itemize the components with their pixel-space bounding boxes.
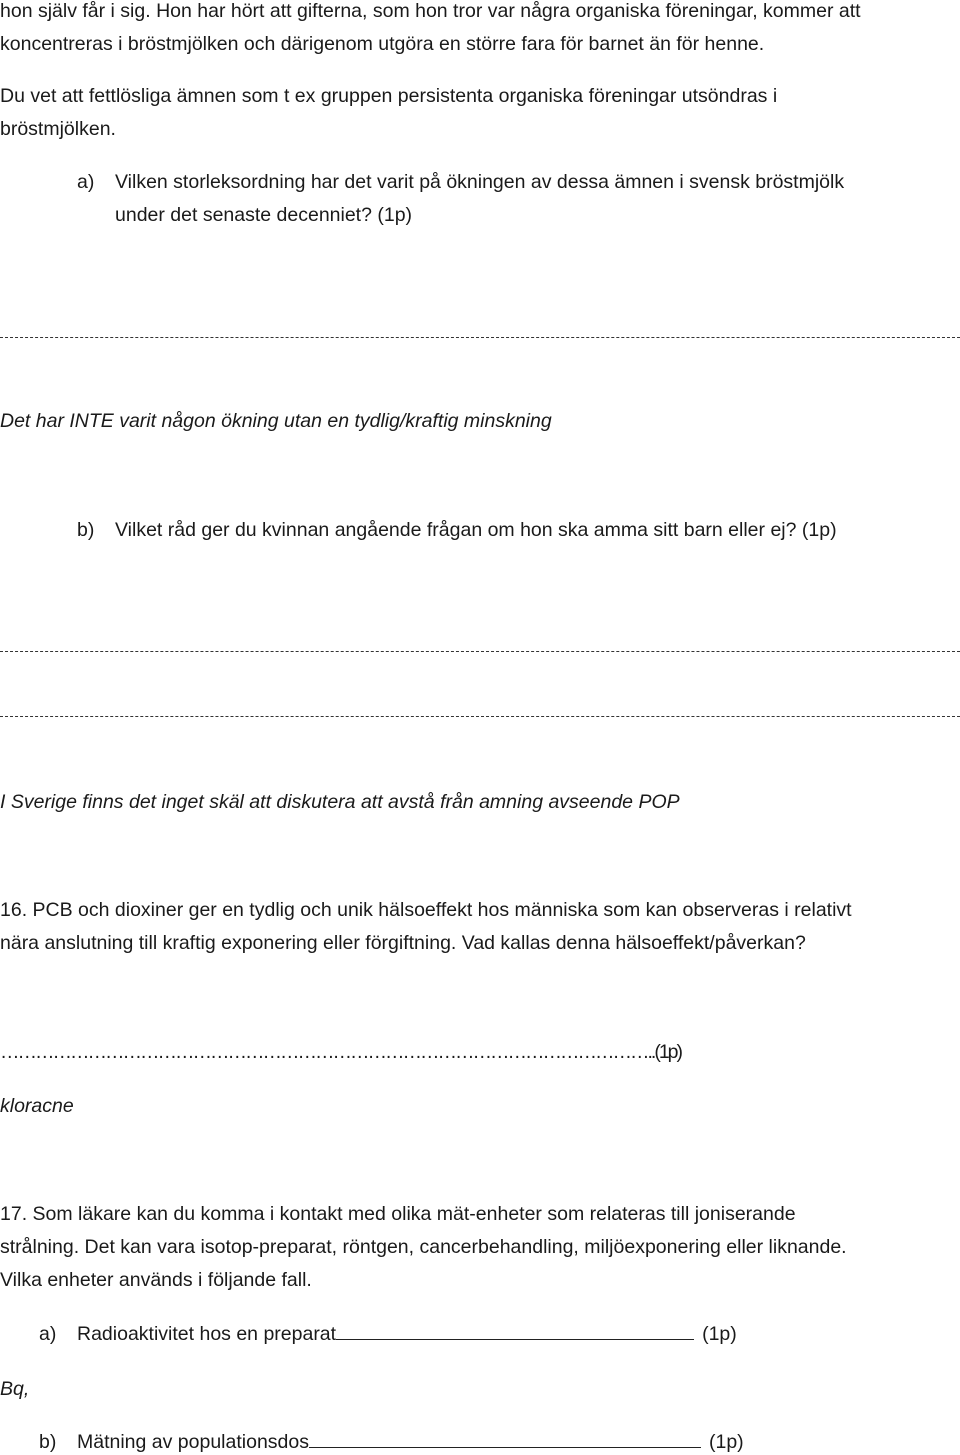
dashed-divider bbox=[0, 716, 960, 717]
question-17b-text: Mätning av populationsdos bbox=[77, 1431, 309, 1453]
question-17a bbox=[39, 1325, 737, 1345]
question-b-text: Vilket råd ger du kvinnan angående frågan om hon ska amma sitt barn eller ej? (1p) bbox=[115, 519, 837, 541]
question-17b-label: b) bbox=[39, 1431, 57, 1453]
question-16-line-1: 16. PCB och dioxiner ger en tydlig och unik hälsoeffekt hos människa som kan observeras i relativt bbox=[0, 899, 852, 921]
answer-blank-line bbox=[309, 1447, 701, 1448]
question-a bbox=[77, 173, 844, 193]
answer-blank-line bbox=[336, 1339, 694, 1340]
question-a-line-1: Vilken storleksordning har det varit på ökningen av dessa ämnen i svensk bröstmjölk bbox=[115, 171, 845, 193]
question-17a-text: Radioaktivitet hos en preparat bbox=[77, 1323, 337, 1345]
question-17-line-2: strålning. Det kan vara isotop-preparat, röntgen, cancerbehandling, miljöexponering eller liknande. bbox=[0, 1236, 847, 1258]
question-a-line-2: under det senaste decenniet? (1p) bbox=[115, 204, 413, 226]
question-17b-points: (1p) bbox=[709, 1431, 744, 1453]
question-b bbox=[77, 521, 837, 541]
intro-line-1: hon själv får i sig. Hon har hört att gifterna, som hon tror var några organiska föreningar, kommer att bbox=[0, 0, 861, 22]
question-b-label: b) bbox=[77, 519, 95, 541]
dashed-divider bbox=[0, 337, 960, 338]
intro-line-3: Du vet att fettlösliga ämnen som t ex gruppen persistenta organiska föreningar utsöndras i bbox=[0, 85, 778, 107]
question-16-line-2: nära anslutning till kraftig exponering eller förgiftning. Vad kallas denna hälsoeffekt/påverkan? bbox=[0, 932, 806, 954]
question-a-label: a) bbox=[77, 171, 95, 193]
answer-b: I Sverige finns det inget skäl att diskutera att avstå från amning avseende POP bbox=[0, 791, 680, 813]
dashed-divider bbox=[0, 651, 960, 652]
question-17-line-3: Vilka enheter används i följande fall. bbox=[0, 1269, 312, 1291]
answer-dots: …………………………………………………………………………………………………..(1p) bbox=[0, 1041, 682, 1063]
intro-line-2: koncentreras i bröstmjölken och därigenom utgöra en större fara för barnet än för henne. bbox=[0, 33, 765, 55]
question-17-line-1: 17. Som läkare kan du komma i kontakt med olika mät-enheter som relateras till joniserande bbox=[0, 1203, 796, 1225]
question-17a-points: (1p) bbox=[702, 1323, 737, 1345]
question-17a-label: a) bbox=[39, 1323, 57, 1345]
question-17b bbox=[39, 1433, 744, 1453]
intro-line-4: bröstmjölken. bbox=[0, 118, 116, 140]
answer-17a: Bq, bbox=[0, 1378, 30, 1400]
answer-a: Det har INTE varit någon ökning utan en tydlig/kraftig minskning bbox=[0, 410, 552, 432]
answer-16: kloracne bbox=[0, 1095, 74, 1117]
